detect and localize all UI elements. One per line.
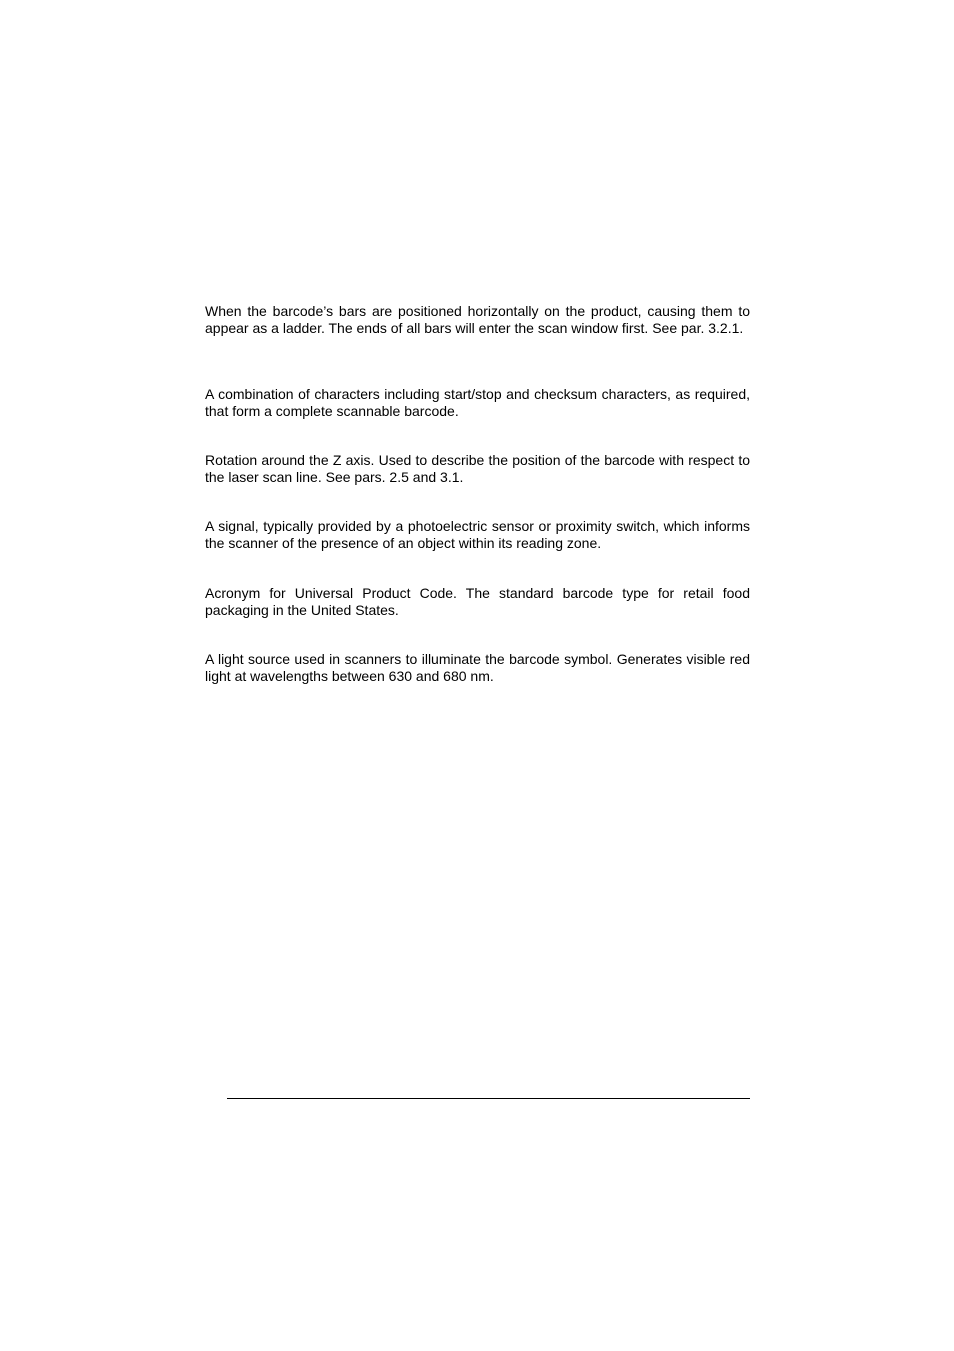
glossary-definition-trigger-signal: A signal, typically provided by a photoelectric sensor or proximity switch, which informs the scanner of the presence of an object within its reading zone. [205,518,750,551]
glossary-definition-upc: Acronym for Universal Product Code. The standard barcode type for retail food packaging in the United States. [205,585,750,618]
glossary-definition-visible-laser-diode: A light source used in scanners to illuminate the barcode symbol. Generates visible red light at wavelengths between 630 and 680 nm. [205,651,750,684]
glossary-definition-tilt: Rotation around the Z axis. Used to describe the position of the barcode with respect to the laser scan line. See pars. 2.5 and 3.1. [205,452,750,485]
glossary-definition-symbol: A combination of characters including start/stop and checksum characters, as required, that form a complete scannable barcode. [205,386,750,419]
glossary-definition-ladder: When the barcode’s bars are positioned horizontally on the product, causing them to appear as a ladder. The ends of all bars will enter the scan window first. See par. 3.2.1. [205,303,750,336]
footer-divider [227,1098,750,1099]
